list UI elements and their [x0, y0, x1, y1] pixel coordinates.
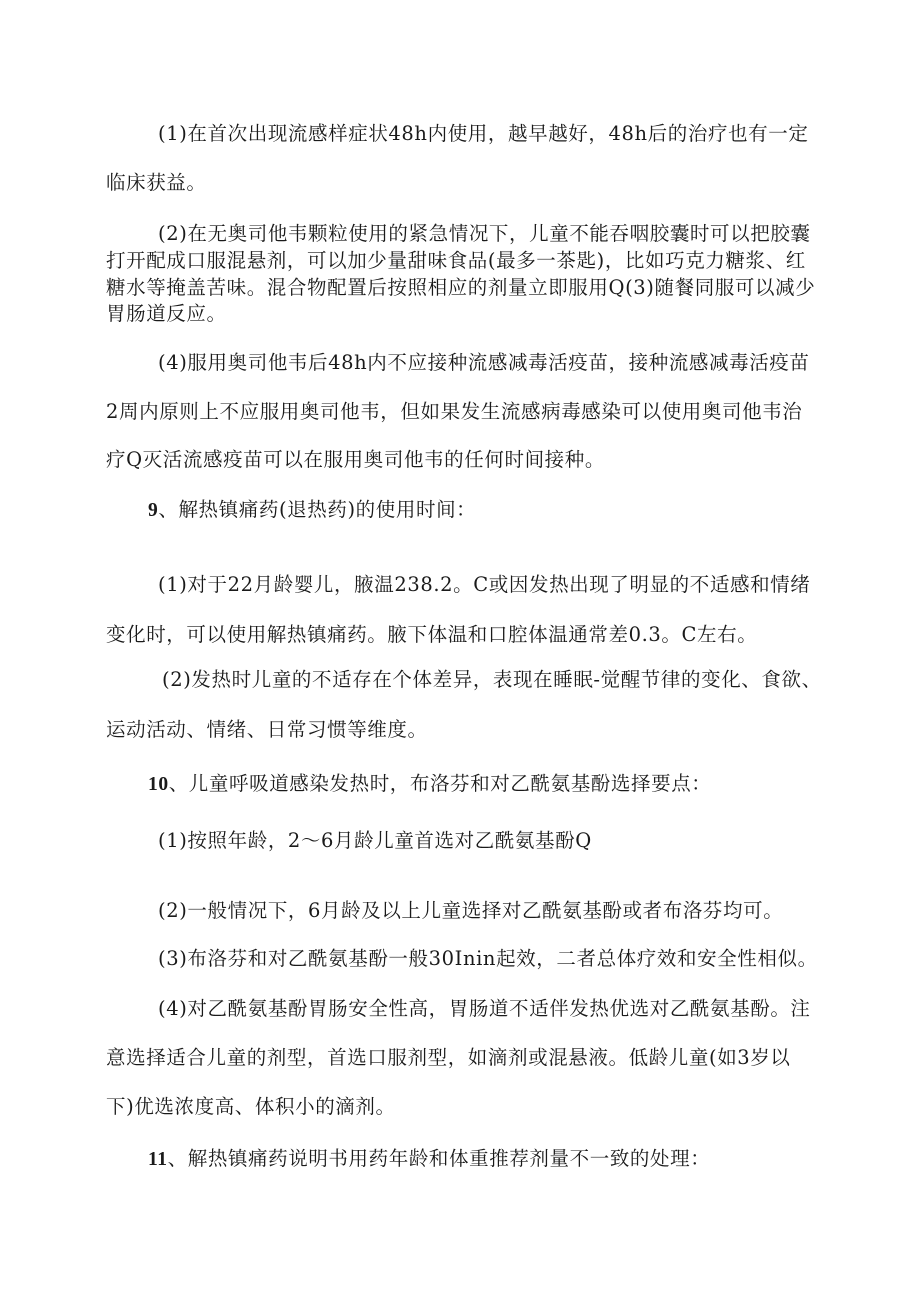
item-10-3: (3)布洛芬和对乙酰氨基酚一般30Inin起效，二者总体疗效和安全性相似。 — [158, 947, 818, 970]
section-title: 、儿童呼吸道感染发热时，布洛芬和对乙酰氨基酚选择要点： — [168, 772, 712, 795]
section-title: 、解热镇痛药说明书用药年龄和体重推荐剂量不一致的处理： — [167, 1147, 711, 1170]
paragraph-2-line-3: 糖水等掩盖苦味。混合物配置后按照相应的剂量立即服用Q(3)随餐同服可以减少 — [106, 276, 816, 299]
item-9-1-line-1: (1)对于22月龄婴儿，腋温238.2。C或因发热出现了明显的不适感和情绪 — [158, 573, 811, 596]
item-10-4-line-1: (4)对乙酰氨基酚胃肠安全性高，胃肠道不适伴发热优选对乙酰氨基酚。注 — [158, 997, 811, 1020]
section-heading-10 — [148, 772, 711, 797]
paragraph-2-line-1: (2)在无奥司他韦颗粒使用的紧急情况下，儿童不能吞咽胶囊时可以把胶囊 — [158, 222, 811, 245]
paragraph-2-line-4: 胃肠道反应。 — [106, 302, 227, 325]
paragraph-1-line-1: (1)在首次出现流感样症状48h内使用，越早越好，48h后的治疗也有一定 — [158, 122, 809, 145]
section-number: 11 — [148, 1149, 168, 1170]
item-9-2-line-1: (2)发热时儿童的不适存在个体差异，表现在睡眠-觉醒节律的变化、食欲、 — [162, 668, 822, 691]
section-title: 、解热镇痛药(退热药)的使用时间： — [158, 498, 477, 521]
item-9-2-line-2: 运动活动、情绪、日常习惯等维度。 — [106, 718, 428, 741]
section-number: 9 — [148, 500, 159, 521]
section-heading-11 — [148, 1147, 710, 1172]
paragraph-1-line-2: 临床获益。 — [106, 171, 207, 194]
section-heading-9 — [148, 498, 476, 523]
paragraph-4-line-1: (4)服用奥司他韦后48h内不应接种流感减毒活疫苗，接种流感减毒活疫苗 — [158, 351, 810, 374]
section-number: 10 — [148, 774, 169, 795]
paragraph-4-line-3: 疗Q灭活流感疫苗可以在服用奥司他韦的任何时间接种。 — [106, 448, 605, 471]
paragraph-2-line-2: 打开配成口服混悬剂，可以加少量甜味食品(最多一茶匙)，比如巧克力糖浆、红 — [106, 249, 806, 272]
item-10-2: (2)一般情况下，6月龄及以上儿童选择对乙酰氨基酚或者布洛芬均可。 — [158, 899, 784, 922]
item-10-1: (1)按照年龄，2～6月龄儿童首选对乙酰氨基酚Q — [158, 829, 592, 852]
paragraph-4-line-2: 2周内原则上不应服用奥司他韦，但如果发生流感病毒感染可以使用奥司他韦治 — [106, 400, 803, 423]
item-9-1-line-2: 变化时，可以使用解热镇痛药。腋下体温和口腔体温通常差0.3。C左右。 — [106, 623, 758, 646]
item-10-4-line-2: 意选择适合儿童的剂型，首选口服剂型，如滴剂或混悬液。低龄儿童(如3岁以 — [106, 1046, 791, 1069]
item-10-4-line-3: 下)优选浓度高、体积小的滴剂。 — [106, 1095, 396, 1118]
